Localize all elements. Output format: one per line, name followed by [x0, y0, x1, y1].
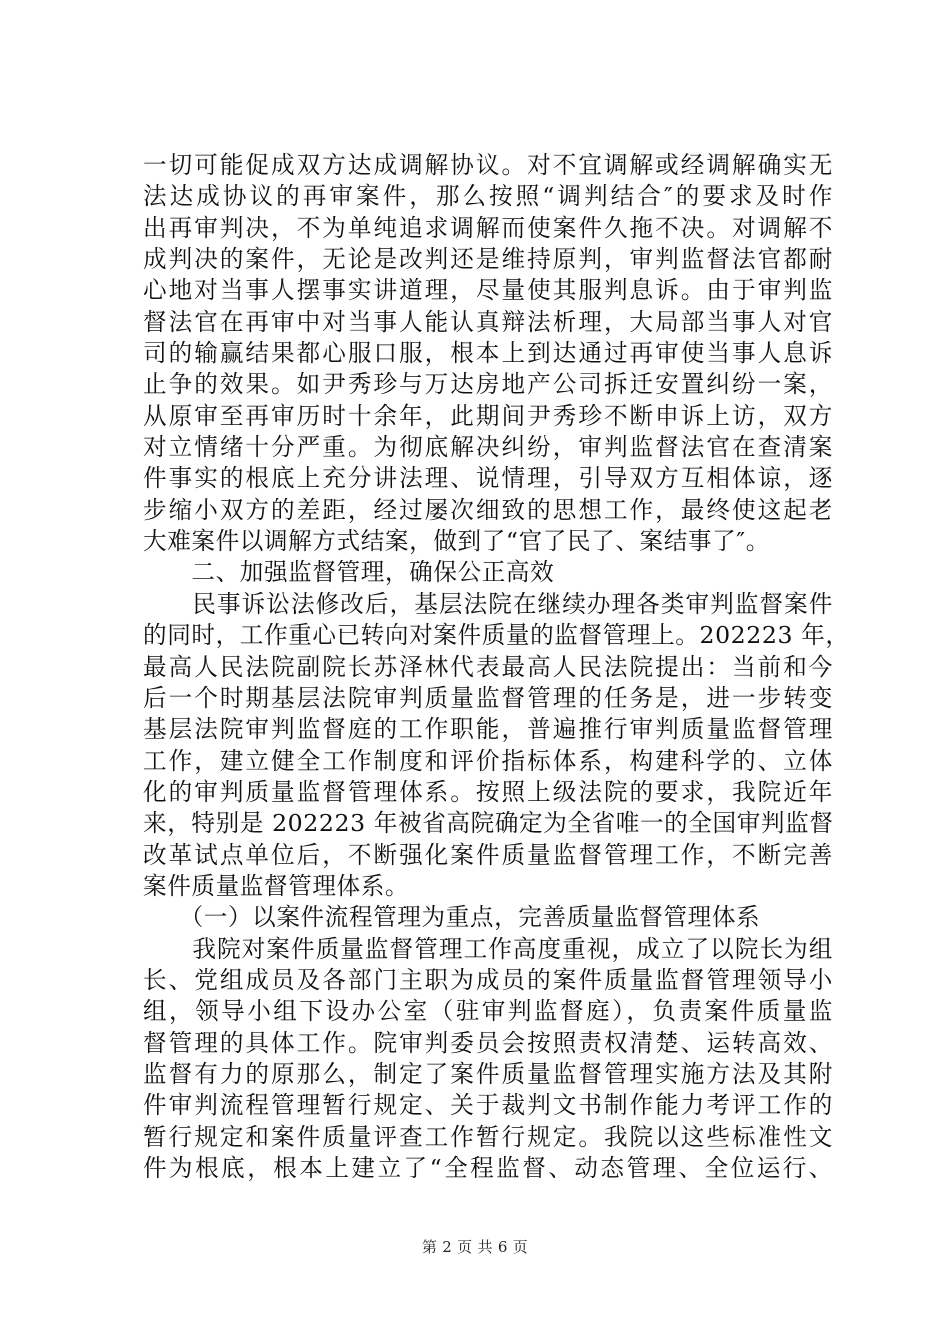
text-line: 出再审判决，不为单纯追求调解而使案件久拖不决。对调解不 — [143, 213, 833, 242]
text-line: 从原审至再审历时十余年，此期间尹秀珍不断申诉上访，双方 — [143, 401, 833, 430]
text-line: （一）以案件流程管理为重点，完善质量监督管理体系 — [143, 903, 761, 932]
text-line: 司的输赢结果都心服口服，根本上到达通过再审使当事人息诉 — [143, 339, 833, 368]
text-line: 后一个时期基层法院审判质量监督管理的任务是，进一步转变 — [143, 683, 833, 712]
text-line: 组，领导小组下设办公室（驻审判监督庭），负责案件质量监 — [143, 997, 833, 1026]
page-footer: 第 2 页 共 6 页 — [421, 1238, 529, 1256]
text-line: 民事诉讼法修改后，基层法院在继续办理各类审判监督案件 — [143, 589, 833, 618]
text-line: 来，特别是 202223 年被省高院确定为全省唯一的全国审判监督 — [143, 809, 834, 838]
text-line: 对立情绪十分严重。为彻底解决纠纷，审判监督法官在查清案 — [143, 433, 833, 462]
text-line: 长、党组成员及各部门主职为成员的案件质量监督管理领导小 — [143, 965, 833, 994]
text-line: 基层法院审判监督庭的工作职能，普遍推行审判质量监督管理 — [143, 715, 833, 744]
body-text — [143, 150, 850, 1184]
text-line: 督法官在再审中对当事人能认真辩法析理，大局部当事人对官 — [143, 307, 833, 336]
text-line: 大难案件以调解方式结案，做到了“官了民了、案结事了″。 — [143, 527, 770, 556]
text-line: 二、加强监督管理，确保公正高效 — [143, 558, 555, 587]
text-line: 成判决的案件，无论是改判还是维持原判，审判监督法官都耐 — [143, 245, 833, 274]
text-line: 工作，建立健全工作制度和评价指标体系，构建科学的、立体 — [143, 746, 833, 775]
text-line: 化的审判质量监督管理体系。按照上级法院的要求，我院近年 — [143, 777, 833, 806]
text-line: 暂行规定和案件质量评查工作暂行规定。我院以这些标准性文 — [143, 1122, 833, 1151]
text-line: 督管理的具体工作。院审判委员会按照责权清楚、运转高效、 — [143, 1028, 833, 1057]
text-line: 止争的效果。如尹秀珍与万达房地产公司拆迁安置纠纷一案， — [143, 370, 833, 399]
text-line: 件审判流程管理暂行规定、关于裁判文书制作能力考评工作的 — [143, 1091, 833, 1120]
text-line: 步缩小双方的差距，经过屡次细致的思想工作，最终使这起老 — [143, 495, 833, 524]
text-line: 案件质量监督管理体系。 — [143, 871, 410, 900]
text-line: 的同时，工作重心已转向对案件质量的监督管理上。202223 年， — [143, 621, 850, 650]
text-line: 法达成协议的再审案件，那么按照“调判结合″的要求及时作 — [143, 182, 833, 211]
text-line: 改革试点单位后，不断强化案件质量监督管理工作，不断完善 — [143, 840, 833, 869]
text-line: 心地对当事人摆事实讲道理，尽量使其服判息诉。由于审判监 — [143, 276, 833, 305]
text-line: 一切可能促成双方达成调解协议。对不宜调解或经调解确实无 — [143, 151, 833, 179]
text-line: 最高人民法院副院长苏泽林代表最高人民法院提出：当前和今 — [143, 652, 833, 681]
text-line: 监督有力的原那么，制定了案件质量监督管理实施方法及其附 — [143, 1059, 833, 1088]
text-line: 件事实的根底上充分讲法理、说情理，引导双方互相体谅，逐 — [143, 464, 833, 493]
text-line: 件为根底，根本上建立了“全程监督、动态管理、全位运行、 — [143, 1154, 833, 1182]
text-line: 我院对案件质量监督管理工作高度重视，成立了以院长为组 — [143, 934, 833, 963]
